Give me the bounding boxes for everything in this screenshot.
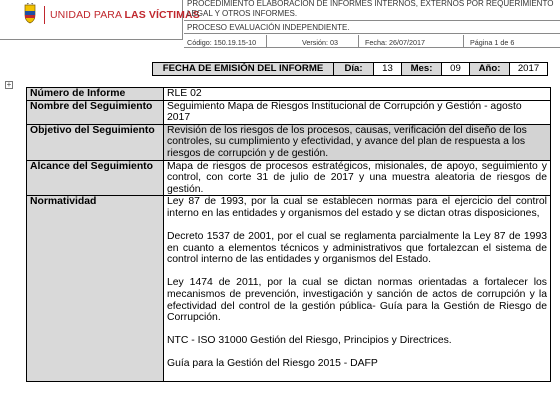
norm-paragraph: Ley 87 de 1993, por la cual se establecen normas para el ejercicio del control interno en las entidades y organismos del estado y se dictan otras disposiciones, bbox=[167, 196, 547, 219]
table-row bbox=[27, 160, 551, 196]
document-header bbox=[0, 0, 560, 50]
table-row bbox=[27, 124, 551, 160]
doc-date: Fecha: 26/07/2017 bbox=[365, 38, 425, 47]
issue-date-bar bbox=[152, 62, 548, 76]
colombia-crest-icon bbox=[22, 3, 38, 25]
year-value: 2017 bbox=[517, 63, 540, 74]
report-info-table bbox=[26, 87, 551, 382]
day-value: 13 bbox=[374, 63, 402, 75]
row-label-alcance: Alcance del Seguimiento bbox=[27, 160, 164, 196]
year-label: Año: bbox=[470, 63, 510, 75]
table-row bbox=[27, 88, 551, 101]
row-label-normatividad: Normatividad bbox=[27, 196, 164, 382]
doc-page: Página 1 de 6 bbox=[470, 38, 515, 47]
row-value-nombre: Seguimiento Mapa de Riesgos Institucional de Corrupción y Gestión - agosto 2017 bbox=[164, 100, 551, 124]
month-value: 09 bbox=[442, 63, 470, 75]
row-value-alcance: Mapa de riesgos de procesos estratégicos, misionales, de apoyo, seguimiento y control, con corte 31 de julio de 2017 y una muestra aleatoria de riesgos de gestión. bbox=[164, 160, 551, 196]
row-label-nombre: Nombre del Seguimiento bbox=[27, 100, 164, 124]
row-value-numero: RLE 02 bbox=[164, 88, 551, 101]
norm-paragraph: Decreto 1537 de 2001, por el cual se reglamenta parcialmente la Ley 87 de 1993 en cuanto a elementos técnicos y administrativos que fortalezcan el sistema de control interno de las entidades y organismos del Estado. bbox=[167, 231, 547, 266]
table-row bbox=[27, 100, 551, 124]
document-meta-row bbox=[184, 35, 560, 48]
norm-paragraph: NTC - ISO 31000 Gestión del Riesgo, Principios y Directrices. bbox=[167, 335, 452, 347]
table-row bbox=[27, 196, 551, 382]
issue-date-title: FECHA DE EMISIÓN DEL INFORME bbox=[153, 63, 334, 75]
process-name: PROCESO EVALUACIÓN INDEPENDIENTE. bbox=[184, 22, 560, 34]
norm-paragraph: Guía para la Gestión del Riesgo 2015 - DAFP bbox=[167, 358, 378, 370]
day-label: Día: bbox=[334, 63, 374, 75]
doc-code: Código: 150.19.15-10 bbox=[187, 38, 257, 47]
logo-divider bbox=[44, 6, 45, 24]
month-label: Mes: bbox=[402, 63, 442, 75]
row-value-objetivo: Revisión de los riesgos de los procesos, causas, verificación del diseño de los controles, su cumplimiento y efectividad, y avance del plan de respuesta a los riesgos de corrupción y de gestión. bbox=[164, 124, 551, 160]
row-value-normatividad bbox=[164, 196, 551, 382]
row-label-objetivo: Objetivo del Seguimiento bbox=[27, 124, 164, 160]
logo-block bbox=[0, 0, 200, 40]
table-expand-icon[interactable]: + bbox=[6, 80, 12, 89]
row-label-numero: Número de Informe bbox=[27, 88, 164, 101]
logo-text: UNIDAD PARA LAS VÍCTIMAS bbox=[50, 9, 200, 21]
procedure-title: PROCEDIMIENTO ELABORACIÓN DE INFORMES INTERNOS, EXTERNOS POR REQUERIMIENTO LEGAL Y OTROS INFORMES. bbox=[184, 0, 560, 21]
norm-paragraph: Ley 1474 de 2011, por la cual se dictan normas orientadas a fortalecer los mecanismos de prevención, investigación y sanción de actos de corrupción y la efectividad del control de la gestión pública- Guía para la Gestión de Riesgo de Corrupción. bbox=[167, 277, 547, 324]
doc-version: Versión: 03 bbox=[302, 38, 338, 47]
